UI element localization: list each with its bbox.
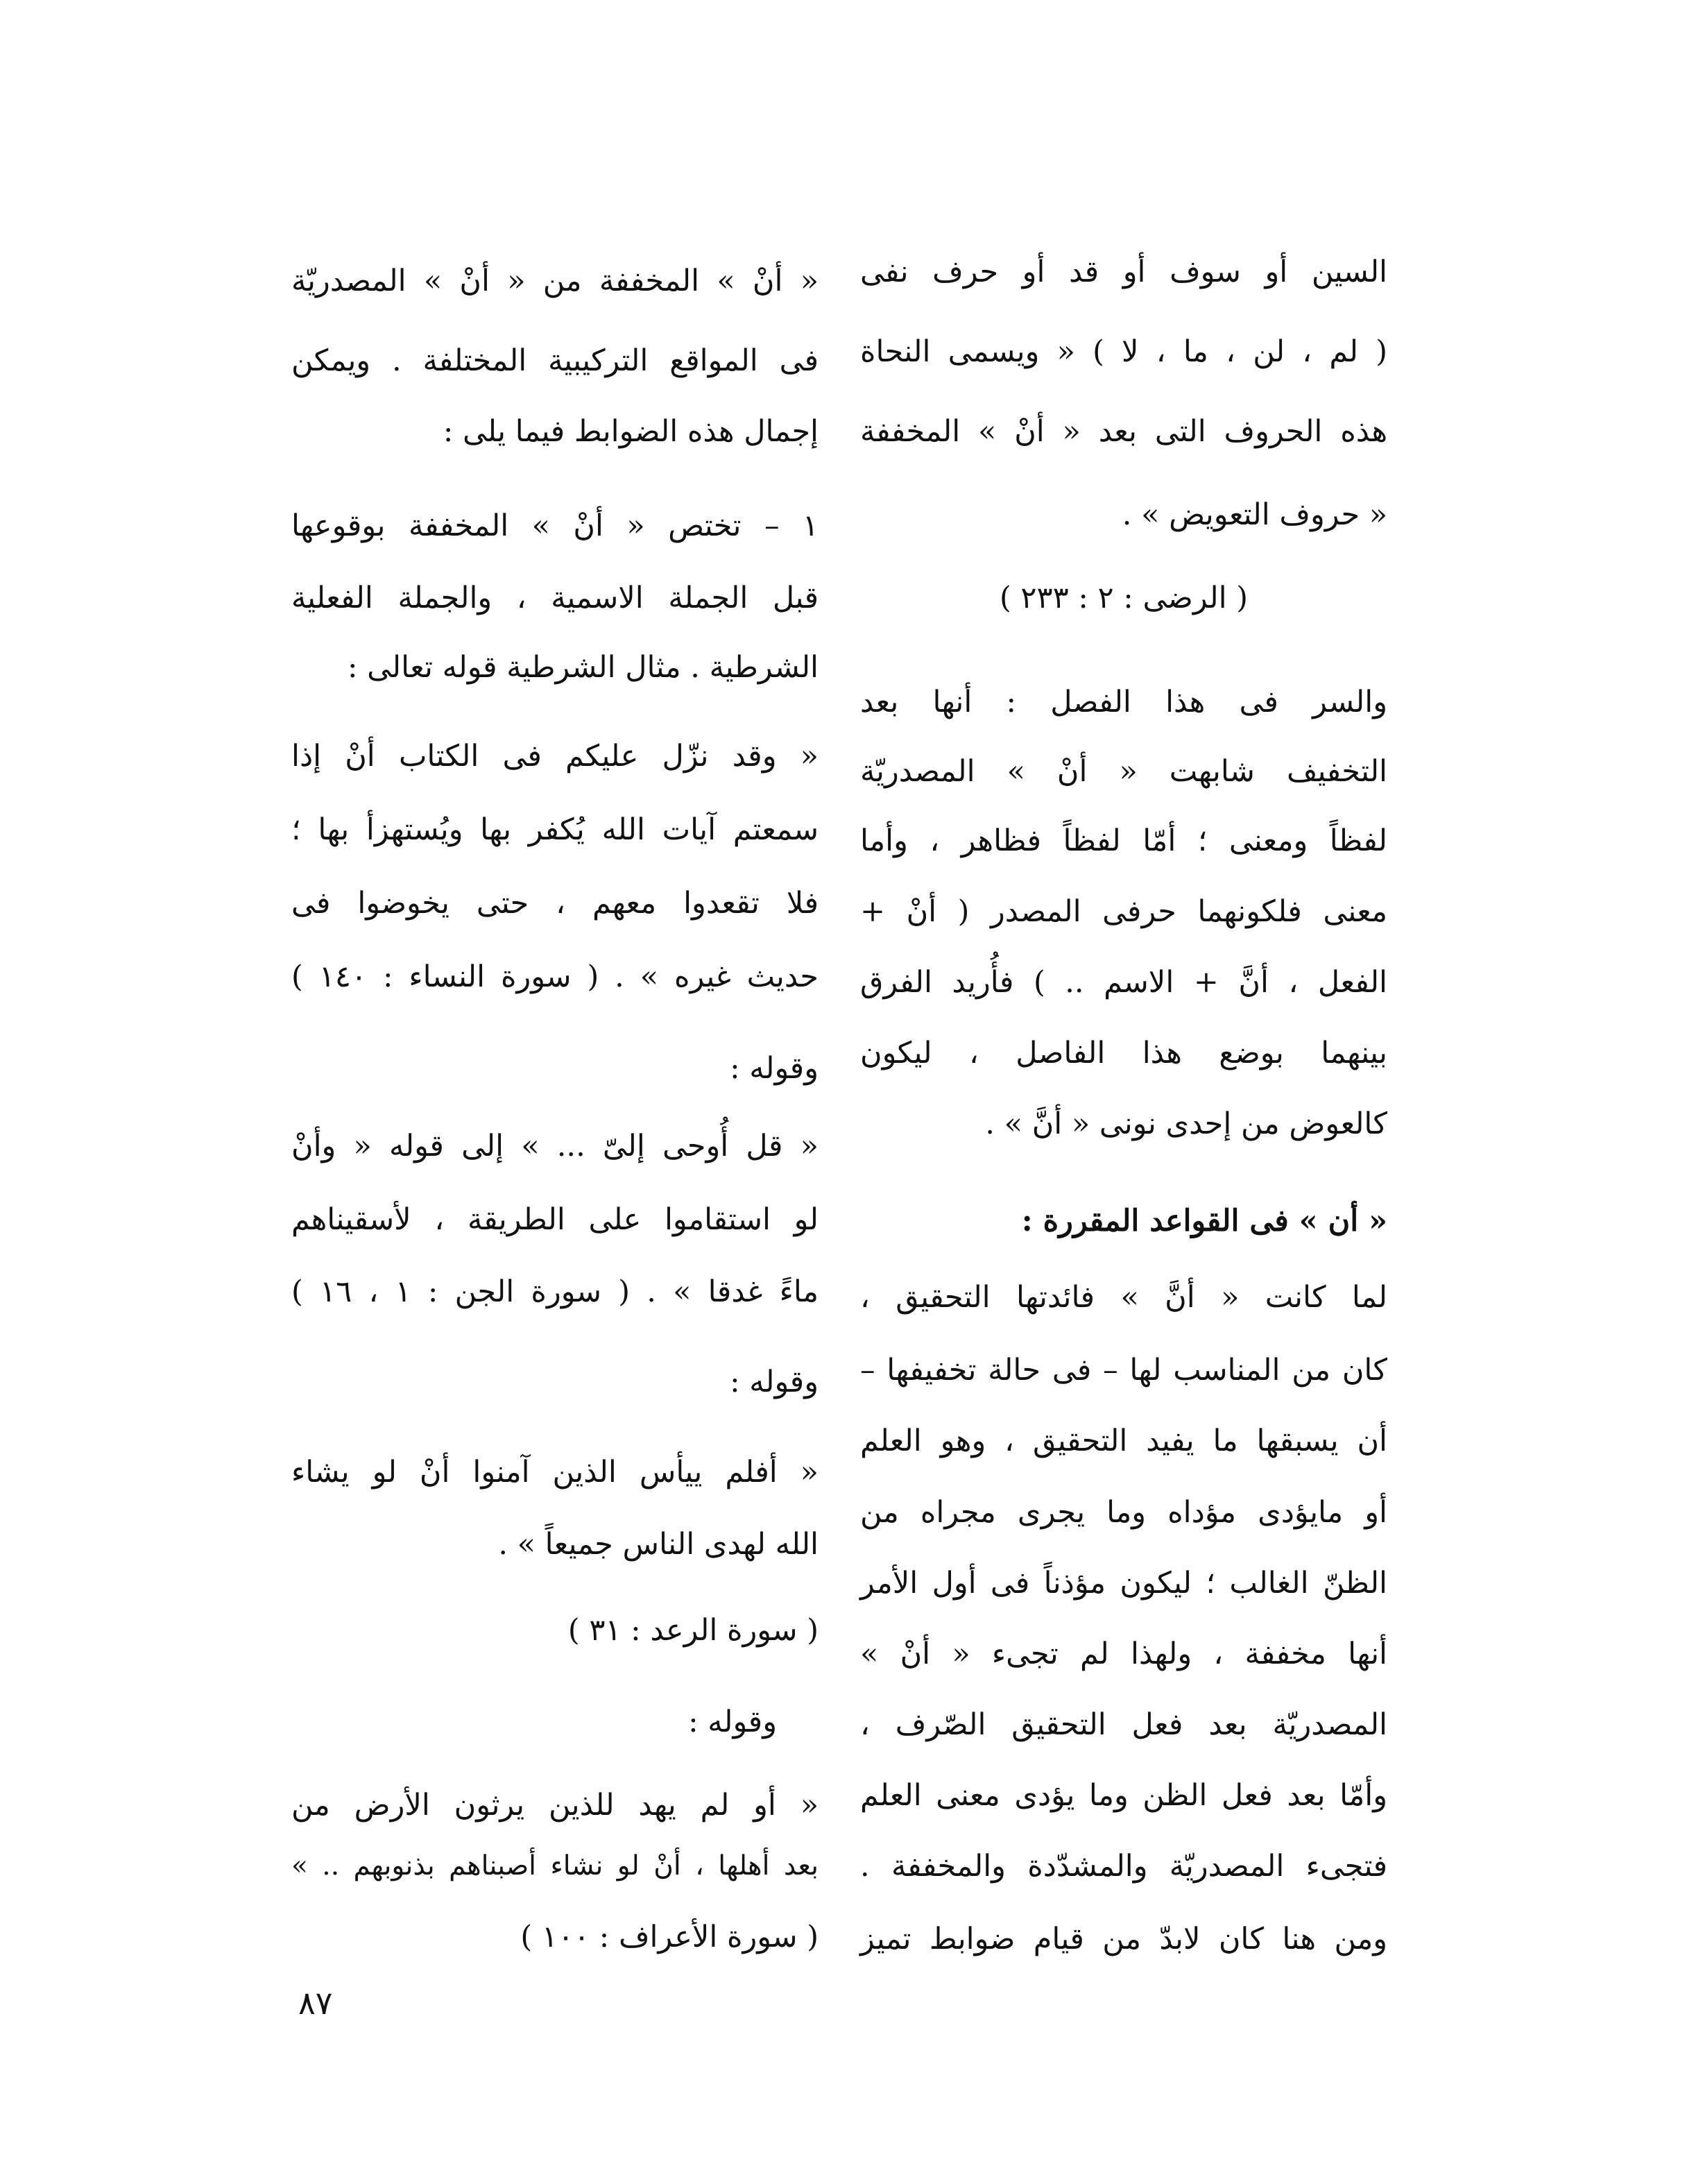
text-line: كان من المناسب لها – فى حالة تخفيفها – xyxy=(860,1353,1387,1388)
quote-line: « وقد نزّل عليكم فى الكتاب أنْ إذا xyxy=(291,739,819,774)
text-line: بينهما بوضع هذا الفاصل ، ليكون xyxy=(860,1036,1387,1070)
text-line: ١ – تختص « أنْ » المخففة بوقوعها xyxy=(291,509,819,543)
text-line: ومن هنا كان لابدّ من قيام ضوابط تميز xyxy=(860,1922,1387,1956)
text-line: وقوله : xyxy=(688,1705,777,1739)
text-line: ( لم ، لن ، ما ، لا ) « ويسمى النحاة xyxy=(860,334,1387,369)
quote-line: بعد أهلها ، أنْ لو نشاء أصبناهم بذنوبهم .. » xyxy=(291,1850,819,1882)
quote-line: « أفلم ييأس الذين آمنوا أنْ لو يشاء xyxy=(291,1455,819,1490)
text-line: وقوله : xyxy=(730,1051,819,1086)
text-line: الفعل ، أنَّ + الاسم .. ) فأُريد الفرق xyxy=(860,965,1387,1000)
section-heading: « أن » فى القواعد المقررة : xyxy=(1021,1204,1387,1238)
text-line: فى المواقع التركيبية المختلفة . ويمكن xyxy=(291,343,819,378)
text-line: معنى فلكونهما حرفى المصدر ( أنْ + xyxy=(860,894,1387,929)
text-line: والسر فى هذا الفصل : أنها بعد xyxy=(860,685,1387,719)
text-line: السين أو سوف أو قد أو حرف نفى xyxy=(860,255,1387,289)
citation: ( سورة الأعراف : ١٠٠ ) xyxy=(520,1920,819,1954)
page-number: ٨٧ xyxy=(298,1984,333,2022)
text-line: وقوله : xyxy=(730,1365,819,1399)
text-line: الشرطية . مثال الشرطية قوله تعالى : xyxy=(348,650,819,685)
quote-line: « أو لم يهد للذين يرثون الأرض من xyxy=(291,1788,819,1823)
text-line: قبل الجملة الاسمية ، والجملة الفعلية xyxy=(291,581,819,615)
citation: ( الرضى : ٢ : ٢٣٣ ) xyxy=(999,581,1249,615)
quote-line: الله لهدى الناس جميعاً » . xyxy=(498,1527,819,1562)
text-line: أن يسبقها ما يفيد التحقيق ، وهو العلم xyxy=(860,1424,1387,1458)
quote-line: حديث غيره » . ( سورة النساء : ١٤٠ ) xyxy=(291,959,819,994)
text-line: وأمّا بعد فعل الظن وما يؤدى معنى العلم xyxy=(860,1778,1387,1813)
text-line: الظنّ الغالب ؛ ليكون مؤذناً فى أول الأمر xyxy=(860,1566,1387,1601)
text-line: كالعوض من إحدى نونى « أنَّ » . xyxy=(985,1107,1387,1141)
text-line: « أنْ » المخففة من « أنْ » المصدريّة xyxy=(291,264,819,298)
text-line: أنها مخففة ، ولهذا لم تجىء « أنْ » xyxy=(860,1637,1387,1671)
citation: ( سورة الرعد : ٣١ ) xyxy=(567,1613,819,1648)
text-line: هذه الحروف التى بعد « أنْ » المخففة xyxy=(860,414,1387,449)
quote-line: ماءً غدقا » . ( سورة الجن : ١ ، ١٦ ) xyxy=(291,1274,819,1309)
text-line: إجمال هذه الضوابط فيما يلى : xyxy=(443,414,819,449)
text-line: أو مايؤدى مؤداه وما يجرى مجراه من xyxy=(860,1495,1387,1530)
text-line: التخفيف شابهت « أنْ » المصدريّة xyxy=(860,754,1387,789)
quote-line: فلا تقعدوا معهم ، حتى يخوضوا فى xyxy=(291,886,819,921)
quote-line: لو استقاموا على الطريقة ، لأسقيناهم xyxy=(291,1202,819,1237)
quote-line: « قل أُوحى إلىّ ... » إلى قوله « وأنْ xyxy=(291,1129,819,1163)
text-line: « حروف التعويض » . xyxy=(1122,497,1387,532)
quote-line: سمعتم آيات الله يُكفر بها ويُستهزأ بها ؛ xyxy=(291,812,819,847)
text-line: لفظاً ومعنى ؛ أمّا لفظاً فظاهر ، وأما xyxy=(860,824,1387,858)
text-line: فتجىء المصدريّة والمشدّدة والمخففة . xyxy=(860,1849,1387,1884)
text-line: لما كانت « أنَّ » فائدتها التحقيق ، xyxy=(860,1280,1387,1315)
text-line: المصدريّة بعد فعل التحقيق الصّرف ، xyxy=(860,1707,1387,1742)
